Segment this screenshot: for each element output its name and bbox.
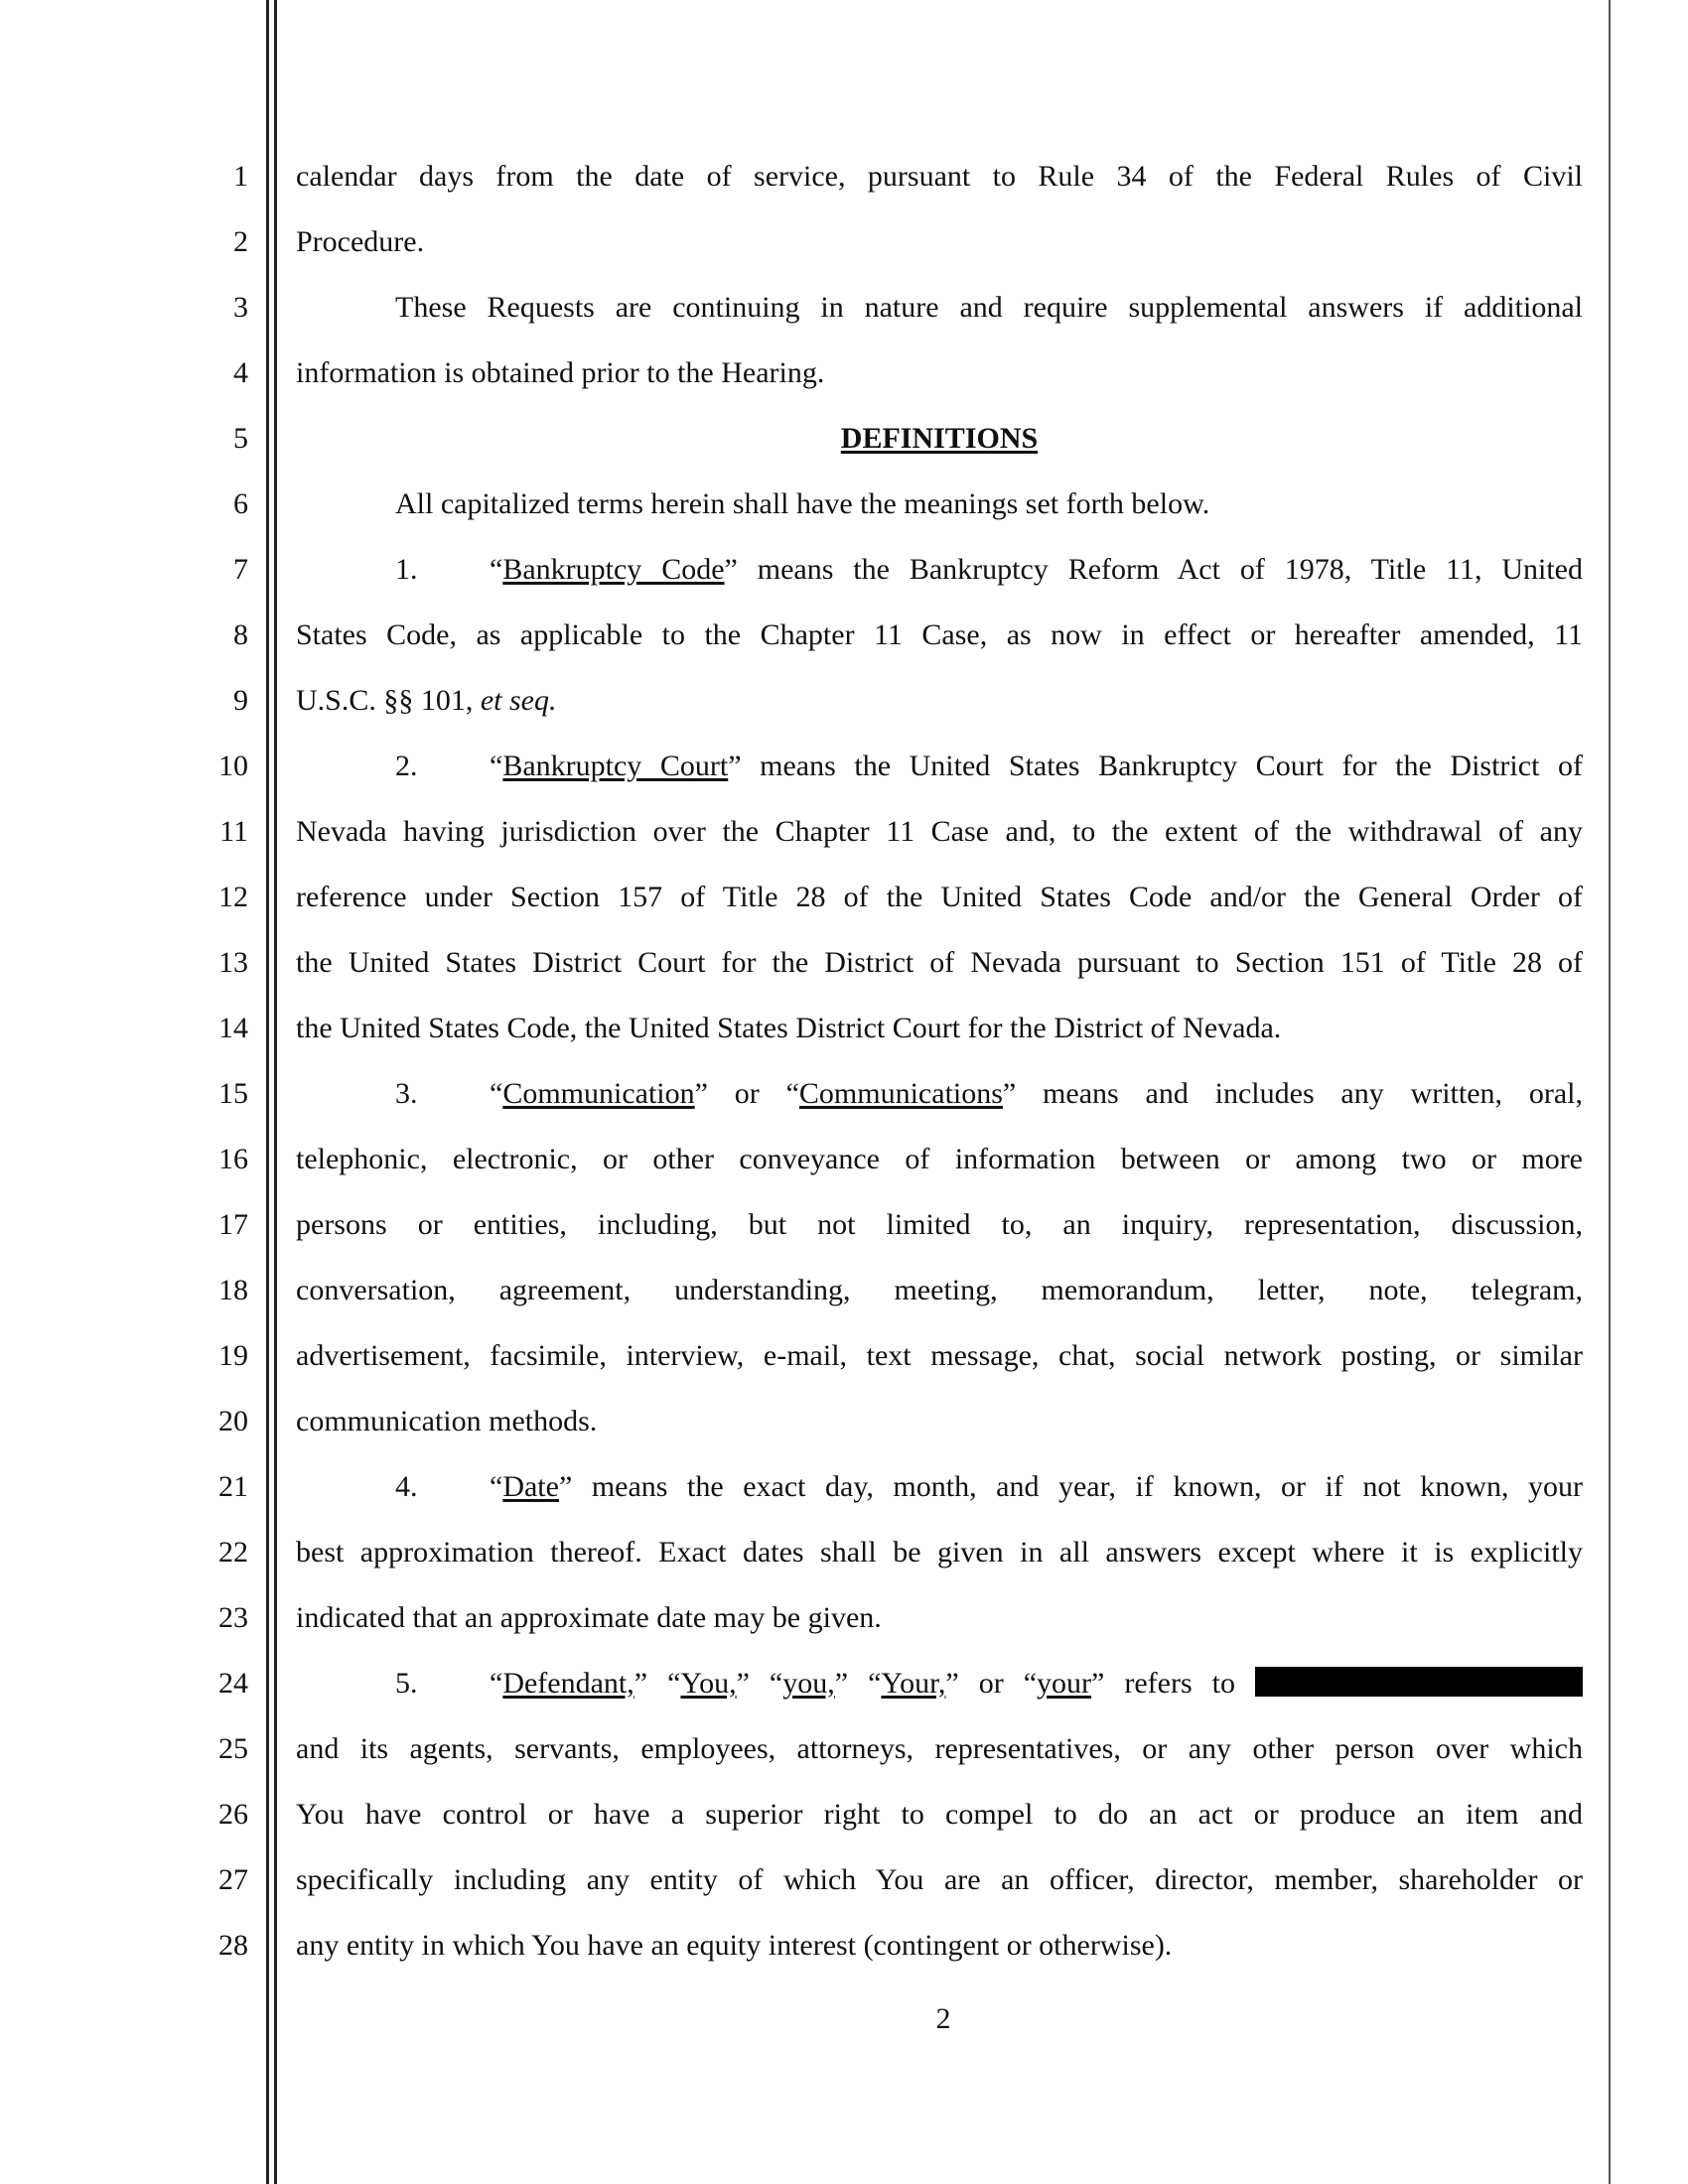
line-number: 23 bbox=[218, 1601, 248, 1634]
definition-number: 2. bbox=[395, 750, 418, 782]
line-number: 12 bbox=[218, 881, 248, 913]
body-line: reference under Section 157 of Title 28 of the United States Code and/or the General Order of bbox=[296, 881, 1583, 913]
definition-3-line: 3. “Communication” or “Communications” means and includes any written, oral, bbox=[296, 1074, 1583, 1114]
body-line: best approximation thereof. Exact dates shall be given in all answers except where it is explicitly bbox=[296, 1536, 1583, 1569]
body-line: information is obtained prior to the Hearing. bbox=[296, 356, 825, 389]
left-margin-rule-inner bbox=[274, 0, 277, 2184]
definition-number: 1. bbox=[395, 553, 418, 586]
body-line: conversation, agreement, understanding, meeting, memorandum, letter, note, telegram, bbox=[296, 1274, 1583, 1306]
defined-term: Communication bbox=[502, 1077, 695, 1110]
line-number: 1 bbox=[233, 160, 248, 193]
body-line: indicated that an approximate date may be given. bbox=[296, 1601, 882, 1634]
body-line: calendar days from the date of service, pursuant to Rule 34 of the Federal Rules of Civil bbox=[296, 160, 1583, 193]
defined-term: Communications bbox=[798, 1077, 1003, 1110]
definition-1-line: 1. “Bankruptcy Code” means the Bankruptcy Reform Act of 1978, Title 11, United bbox=[296, 550, 1583, 590]
line-number: 22 bbox=[218, 1536, 248, 1569]
definition-number: 4. bbox=[395, 1470, 418, 1503]
line-number: 3 bbox=[233, 291, 248, 324]
defined-term: Bankruptcy Code bbox=[502, 553, 725, 586]
right-margin-rule bbox=[1609, 0, 1611, 2184]
defined-term: Your, bbox=[881, 1667, 946, 1700]
line-number: 6 bbox=[233, 487, 248, 520]
defined-term: you, bbox=[782, 1667, 835, 1700]
defined-term: You, bbox=[680, 1667, 737, 1700]
defined-term: your bbox=[1037, 1667, 1092, 1700]
body-line: You have control or have a superior right to compel to do an act or produce an item and bbox=[296, 1798, 1583, 1831]
body-line: advertisement, facsimile, interview, e-mail, text message, chat, social network posting, or similar bbox=[296, 1339, 1583, 1372]
line-number: 19 bbox=[218, 1339, 248, 1372]
line-number: 25 bbox=[218, 1732, 248, 1765]
line-number: 15 bbox=[218, 1077, 248, 1110]
line-number: 7 bbox=[233, 553, 248, 586]
body-line: the United States District Court for the District of Nevada pursuant to Section 151 of Title 28 of bbox=[296, 946, 1583, 979]
line-number: 8 bbox=[233, 618, 248, 651]
body-line: persons or entities, including, but not limited to, an inquiry, representation, discussion, bbox=[296, 1208, 1583, 1241]
body-line: U.S.C. §§ 101, et seq. bbox=[296, 684, 557, 717]
left-margin-rule-outer bbox=[266, 0, 269, 2184]
body-line: and its agents, servants, employees, attorneys, representatives, or any other person over which bbox=[296, 1732, 1583, 1765]
line-number: 4 bbox=[233, 356, 248, 389]
line-number: 28 bbox=[218, 1929, 248, 1962]
line-number: 13 bbox=[218, 946, 248, 979]
body-line: States Code, as applicable to the Chapter 11 Case, as now in effect or hereafter amended, 11 bbox=[296, 618, 1583, 651]
definition-5-line: 5. “Defendant,” “You,” “you,” “Your,” or “your” refers to bbox=[296, 1664, 1583, 1704]
line-number: 27 bbox=[218, 1863, 248, 1896]
redaction-block bbox=[1255, 1667, 1583, 1697]
page-number: 2 bbox=[935, 2002, 951, 2035]
line-number: 24 bbox=[218, 1667, 248, 1700]
body-line: the United States Code, the United States District Court for the District of Nevada. bbox=[296, 1012, 1282, 1044]
line-number: 9 bbox=[233, 684, 248, 717]
defined-term: Defendant, bbox=[502, 1667, 634, 1700]
body-line: communication methods. bbox=[296, 1405, 598, 1437]
definition-2-line: 2. “Bankruptcy Court” means the United States Bankruptcy Court for the District of bbox=[296, 747, 1583, 786]
definition-number: 5. bbox=[395, 1667, 418, 1700]
line-number: 26 bbox=[218, 1798, 248, 1831]
definitions-heading: DEFINITIONS bbox=[840, 422, 1039, 455]
body-line: All capitalized terms herein shall have the meanings set forth below. bbox=[395, 487, 1210, 520]
body-line: telephonic, electronic, or other conveyance of information between or among two or more bbox=[296, 1143, 1583, 1175]
line-number: 5 bbox=[233, 422, 248, 455]
line-number: 16 bbox=[218, 1143, 248, 1175]
defined-term: Date bbox=[502, 1470, 559, 1503]
body-line: any entity in which You have an equity interest (contingent or otherwise). bbox=[296, 1929, 1173, 1962]
line-number: 21 bbox=[218, 1470, 248, 1503]
definition-number: 3. bbox=[395, 1077, 418, 1110]
body-line: specifically including any entity of which You are an officer, director, member, shareholder or bbox=[296, 1863, 1583, 1896]
line-number: 10 bbox=[218, 750, 248, 782]
body-line: Procedure. bbox=[296, 225, 425, 258]
defined-term: Bankruptcy Court bbox=[502, 750, 729, 782]
line-number: 17 bbox=[218, 1208, 248, 1241]
line-number: 11 bbox=[219, 815, 248, 848]
line-number: 20 bbox=[218, 1405, 248, 1437]
line-number: 18 bbox=[218, 1274, 248, 1306]
line-number: 2 bbox=[233, 225, 248, 258]
definition-4-line: 4. “Date” means the exact day, month, and year, if known, or if not known, your bbox=[296, 1467, 1583, 1507]
body-line: Nevada having jurisdiction over the Chapter 11 Case and, to the extent of the withdrawal of any bbox=[296, 815, 1583, 848]
body-line: These Requests are continuing in nature and require supplemental answers if additional bbox=[395, 291, 1583, 324]
line-number: 14 bbox=[218, 1012, 248, 1044]
